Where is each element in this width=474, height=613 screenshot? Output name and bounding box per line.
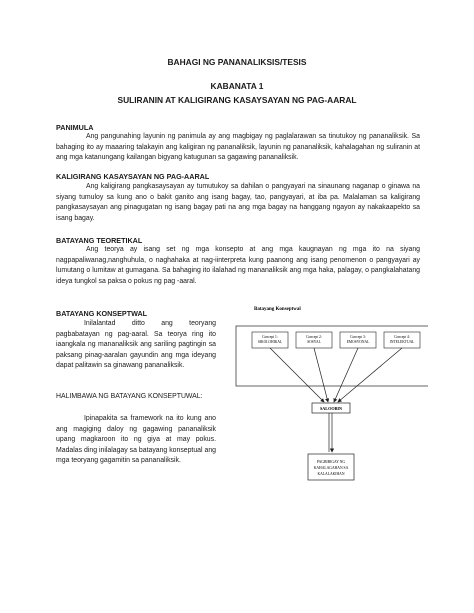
concept-1-name: SIKOLOHIKAL [257, 340, 283, 344]
diagram-title: Batayang Konseptwal [254, 307, 301, 312]
document-title: BAHAGI NG PANANALIKSIS/TESIS [167, 57, 307, 67]
panimula-body: Ang pangunahing layunin ng panimula ay ang magbigay ng paglalarawan sa tinutukoy ng pananaliksik. Sa bahaging ito ay maaaring talakayin ang kaligiran ng pananaliksik, layunin ng pananaliksik, kahalagahan ng suliranin at ang mga katanungang kailangan bigyang katugunan sa gagawing pananaliksik. [56, 133, 420, 162]
konseptwal-body: Inilalantad ditto ang teoryang pagbabatayan ng pag-aaral. Sa teorya ring ito iaangkala ng mananaliksik ang sariling pagtingin sa paksang pinag-aaralan gayundin ang mga ideyang dapat palitawin sa ginawang pananaliksik. [56, 320, 216, 370]
concept-1-label: Concept 1: [262, 335, 278, 339]
concept-3-label: Concept 3: [350, 335, 366, 339]
teoretikal-heading: BATAYANG TEORETIKAL [56, 236, 143, 245]
center-label: SALOOBIN [319, 406, 343, 411]
concept-2-label: Concept 2: [306, 335, 322, 339]
panimula-heading: PANIMULA [56, 123, 94, 132]
teoretikal-body: Ang teorya ay isang set ng mga konsepto at ang mga kaugnayan ng mga ito na siyang nagpapaliwanag,nanghuhula, o naghahaka at nag-iinterpreta kung paanong ang isang penomenon o pangyayari ay lumutang o lumitaw at gumagana. Sa bahaging ito ilalahad ng mananaliksik ang mga haka, palagay, o pangkalahatang ideya tungkol sa paksa o pokus ng pag -aaral. [56, 246, 420, 285]
result-line-3: KALALAKIHAN [317, 472, 345, 476]
arrow-concept-3 [334, 348, 358, 402]
kaligirang-heading: KALIGIRANG KASAYSAYAN NG PAG-AARAL [56, 172, 210, 181]
chapter-number: KABANATA 1 [210, 81, 264, 91]
result-line-2: KAHALAGAHAN SA [313, 466, 349, 470]
arrow-concept-4 [338, 348, 402, 402]
result-line-1: PAGBIBIGAY NG [316, 460, 346, 464]
kaligirang-body: Ang kaligirang pangkasaysayan ay tumutukoy sa dahilan o pangyayari na sinaunang naganap o ginawa na siyang tumuloy sa kung ano o bakit ganito ang isang bagay, tao, pangyayari, at iba pa. Malalaman sa kaligirang pangkasaysayan ang pinagugatan ng isang bagay pati na ang mga bagay na hanggang ngayon ay nakakaapekto sa isang bagay. [56, 183, 420, 222]
example-body: Ipinapakita sa framework na ito kung ano ang magiging daloy ng gagawing pananaliksik upang magkaroon ito ng giya at may pokus. Madalas ding inilalagay sa batayang konseptual ang mga teoryang gagamitin sa pananaliksik. [56, 415, 216, 465]
concept-4-name: INTELEKTUAL [389, 340, 415, 344]
conceptual-framework-diagram [228, 304, 428, 494]
concept-4-label: Concept 4: [394, 335, 410, 339]
example-label: HALIMBAWA NG BATAYANG KONSEPTUWAL: [56, 393, 203, 400]
concept-3-name: EMOSYONAL [346, 340, 370, 344]
chapter-title: SULIRANIN AT KALIGIRANG KASAYSAYAN NG PAG-AARAL [117, 95, 357, 105]
concept-2-name: SOSYAL [307, 340, 321, 344]
konseptwal-heading: BATAYANG KONSEPTWAL [56, 309, 148, 318]
